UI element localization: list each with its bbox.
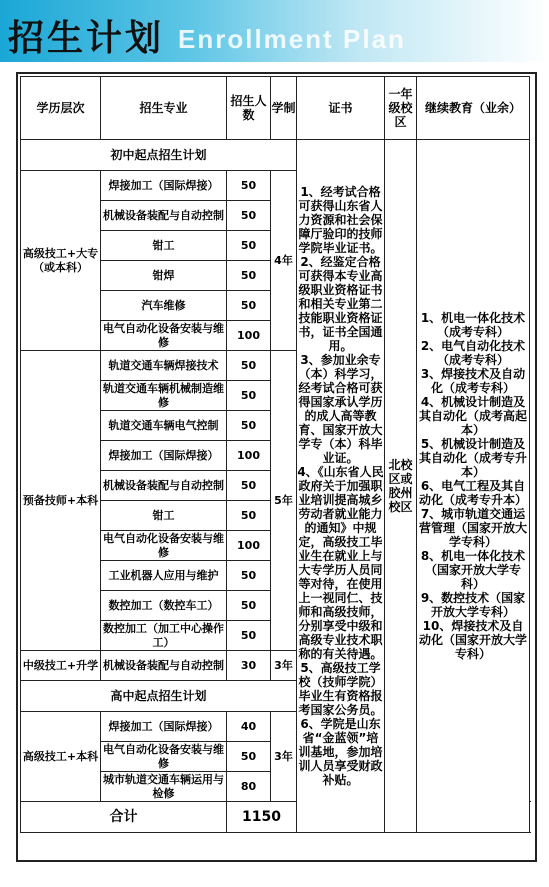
total-label: 合计 bbox=[21, 802, 227, 833]
count-cell: 50 bbox=[227, 621, 271, 651]
duration-cell: 3年 bbox=[271, 712, 297, 802]
campus-cell: 北校区或胶州校区 bbox=[385, 140, 417, 833]
major-cell: 钳工 bbox=[101, 501, 227, 531]
count-cell: 100 bbox=[227, 321, 271, 351]
count-cell: 80 bbox=[227, 772, 271, 802]
continuing-item: 2、电气自动化技术（成考专科） bbox=[420, 339, 526, 367]
level-cell: 中级技工+升学 bbox=[21, 651, 101, 681]
header-duration: 学制 bbox=[271, 77, 297, 140]
header-campus: 一年级校区 bbox=[385, 77, 417, 140]
major-cell: 轨道交通车辆机械制造维修 bbox=[101, 381, 227, 411]
continuing-item: 1、机电一体化技术（成考专科） bbox=[420, 311, 526, 339]
count-cell: 100 bbox=[227, 531, 271, 561]
count-cell: 50 bbox=[227, 261, 271, 291]
major-cell: 轨道交通车辆焊接技术 bbox=[101, 351, 227, 381]
certificate-item: 3、参加业余专（本）科学习，经考试合格可获得国家承认学历的成人高等教育、国家开放大学专（本）科毕业证。 bbox=[298, 353, 383, 465]
count-cell: 50 bbox=[227, 351, 271, 381]
major-cell: 汽车维修 bbox=[101, 291, 227, 321]
enrollment-table bbox=[20, 76, 530, 833]
major-cell: 机械设备装配与自动控制 bbox=[101, 201, 227, 231]
continuing-item: 3、焊接技术及自动化（成考专科） bbox=[420, 367, 526, 395]
level-cell: 高级技工+本科 bbox=[21, 712, 101, 802]
header-row bbox=[21, 77, 530, 140]
duration-cell: 5年 bbox=[271, 351, 297, 651]
count-cell: 50 bbox=[227, 591, 271, 621]
header-continuing-education: 继续教育（业余） bbox=[417, 77, 530, 140]
level-cell: 高级技工+大专（或本科） bbox=[21, 171, 101, 351]
major-cell: 机械设备装配与自动控制 bbox=[101, 471, 227, 501]
total-value: 1150 bbox=[227, 802, 297, 833]
count-cell: 40 bbox=[227, 712, 271, 742]
count-cell: 100 bbox=[227, 441, 271, 471]
count-cell: 50 bbox=[227, 381, 271, 411]
major-cell: 城市轨道交通车辆运用与检修 bbox=[101, 772, 227, 802]
certificate-item: 1、经考试合格可获得山东省人力资源和社会保障厅验印的技师学院毕业证书。 bbox=[298, 185, 383, 255]
certificate-cell bbox=[297, 140, 385, 833]
major-cell: 电气自动化设备安装与维修 bbox=[101, 321, 227, 351]
page-subtitle: Enrollment Plan bbox=[178, 24, 406, 54]
continuing-item: 10、焊接技术及自动化（国家开放大学专科） bbox=[418, 619, 527, 661]
level-cell: 预备技师+本科 bbox=[21, 351, 101, 651]
certificate-item: 5、高级技工学校（技师学院）毕业生有资格报考国家公务员。 bbox=[298, 661, 383, 717]
header-level: 学历层次 bbox=[21, 77, 101, 140]
major-cell: 焊接加工（国际焊接） bbox=[101, 441, 227, 471]
major-cell: 工业机器人应用与维护 bbox=[101, 561, 227, 591]
count-cell: 50 bbox=[227, 171, 271, 201]
major-cell: 焊接加工（国际焊接） bbox=[101, 712, 227, 742]
section-title-senior: 高中起点招生计划 bbox=[21, 681, 297, 712]
title-banner bbox=[0, 0, 549, 62]
header-count: 招生人数 bbox=[227, 77, 271, 140]
count-cell: 50 bbox=[227, 291, 271, 321]
certificate-item: 6、学院是山东省“金蓝领”培训基地，参加培训人员享受财政补贴。 bbox=[298, 717, 383, 787]
continuing-item: 6、电气工程及其自动化（成考专升本） bbox=[418, 479, 527, 507]
header-major: 招生专业 bbox=[101, 77, 227, 140]
continuing-item: 5、机械设计制造及其自动化（成考专升本） bbox=[418, 437, 527, 479]
duration-cell: 3年 bbox=[271, 651, 297, 681]
continuing-education-cell bbox=[417, 140, 530, 833]
continuing-item: 4、机械设计制造及其自动化（成考高起本） bbox=[418, 395, 527, 437]
major-cell: 数控加工（数控车工） bbox=[101, 591, 227, 621]
major-cell: 焊接加工（国际焊接） bbox=[101, 171, 227, 201]
major-cell: 电气自动化设备安装与维修 bbox=[101, 742, 227, 772]
count-cell: 50 bbox=[227, 231, 271, 261]
duration-cell: 4年 bbox=[271, 171, 297, 351]
major-cell: 电气自动化设备安装与维修 bbox=[101, 531, 227, 561]
major-cell: 数控加工（加工中心操作工） bbox=[101, 621, 227, 651]
major-cell: 机械设备装配与自动控制 bbox=[101, 651, 227, 681]
count-cell: 50 bbox=[227, 742, 271, 772]
continuing-item: 9、数控技术（国家开放大学专科） bbox=[420, 591, 526, 619]
count-cell: 50 bbox=[227, 411, 271, 441]
section-row-junior bbox=[21, 140, 530, 171]
certificate-item: 4、《山东省人民政府关于加强职业培训提高城乡劳动者就业能力的通知》中规定，高级技工毕业生在就业上与大专学历人员同等对待，在使用上一视同仁、技师和高级技师，分别享受中级和高级专业技术职称的有关待遇。 bbox=[297, 465, 384, 661]
count-cell: 50 bbox=[227, 561, 271, 591]
certificate-item: 2、经鉴定合格可获得本专业高级职业资格证书和相关专业第二技能职业资格证书，证书全国通用。 bbox=[298, 255, 383, 353]
count-cell: 50 bbox=[227, 501, 271, 531]
count-cell: 50 bbox=[227, 201, 271, 231]
continuing-item: 7、城市轨道交通运营管理（国家开放大学专科） bbox=[418, 507, 527, 549]
continuing-item: 8、机电一体化技术（国家开放大学专科） bbox=[420, 549, 526, 591]
section-title-junior: 初中起点招生计划 bbox=[21, 140, 297, 171]
major-cell: 钳工 bbox=[101, 231, 227, 261]
page-title: 招生计划 bbox=[8, 18, 165, 59]
major-cell: 轨道交通车辆电气控制 bbox=[101, 411, 227, 441]
major-cell: 钳焊 bbox=[101, 261, 227, 291]
count-cell: 50 bbox=[227, 471, 271, 501]
count-cell: 30 bbox=[227, 651, 271, 681]
header-certificate: 证书 bbox=[297, 77, 385, 140]
